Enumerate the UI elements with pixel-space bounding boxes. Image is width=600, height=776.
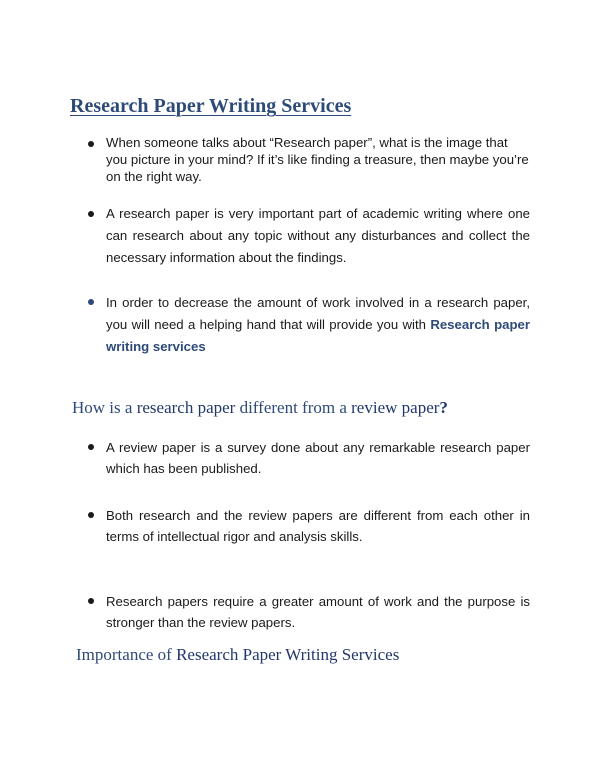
heading-text: different from a	[235, 398, 352, 417]
section-heading	[72, 397, 448, 419]
bullet-icon	[88, 299, 94, 305]
bullet-icon	[88, 512, 94, 518]
list-item: Research papers require a greater amount of work and the purpose is stronger than the review papers.	[106, 594, 530, 630]
heading-text: How is a	[72, 398, 137, 417]
list-item: When someone talks about “Research paper”, what is the image that you picture in your mind? If it’s like finding a treasure, then maybe you’re on the right way.	[106, 135, 529, 184]
list-item	[106, 292, 530, 358]
list-item: Both research and the review papers are different from each other in terms of intellectual rigor and analysis skills.	[106, 508, 530, 544]
list-item: A research paper is very important part of academic writing where one can research about any topic without any disturbances and collect the necessary information about the findings.	[106, 206, 530, 265]
list-item: A review paper is a survey done about any remarkable research paper which has been published.	[106, 440, 530, 476]
heading-text: review paper	[351, 398, 440, 417]
list-item-text: In order to decrease the amount of work involved in a research paper, you will need a helping hand that will provide you with	[106, 295, 530, 332]
heading-text: Research Paper Writing Services	[176, 645, 400, 664]
bullet-icon	[88, 444, 94, 450]
bullet-icon	[88, 211, 94, 217]
bullet-icon	[88, 598, 94, 604]
heading-text: research paper	[136, 398, 236, 417]
services-link[interactable]: Research paper writing services	[106, 317, 530, 354]
heading-text: ?	[439, 398, 448, 417]
bullet-icon	[88, 141, 94, 147]
page-title: Research Paper Writing Services	[70, 95, 352, 117]
heading-text: Importance of	[76, 645, 177, 664]
section-heading	[76, 644, 399, 666]
